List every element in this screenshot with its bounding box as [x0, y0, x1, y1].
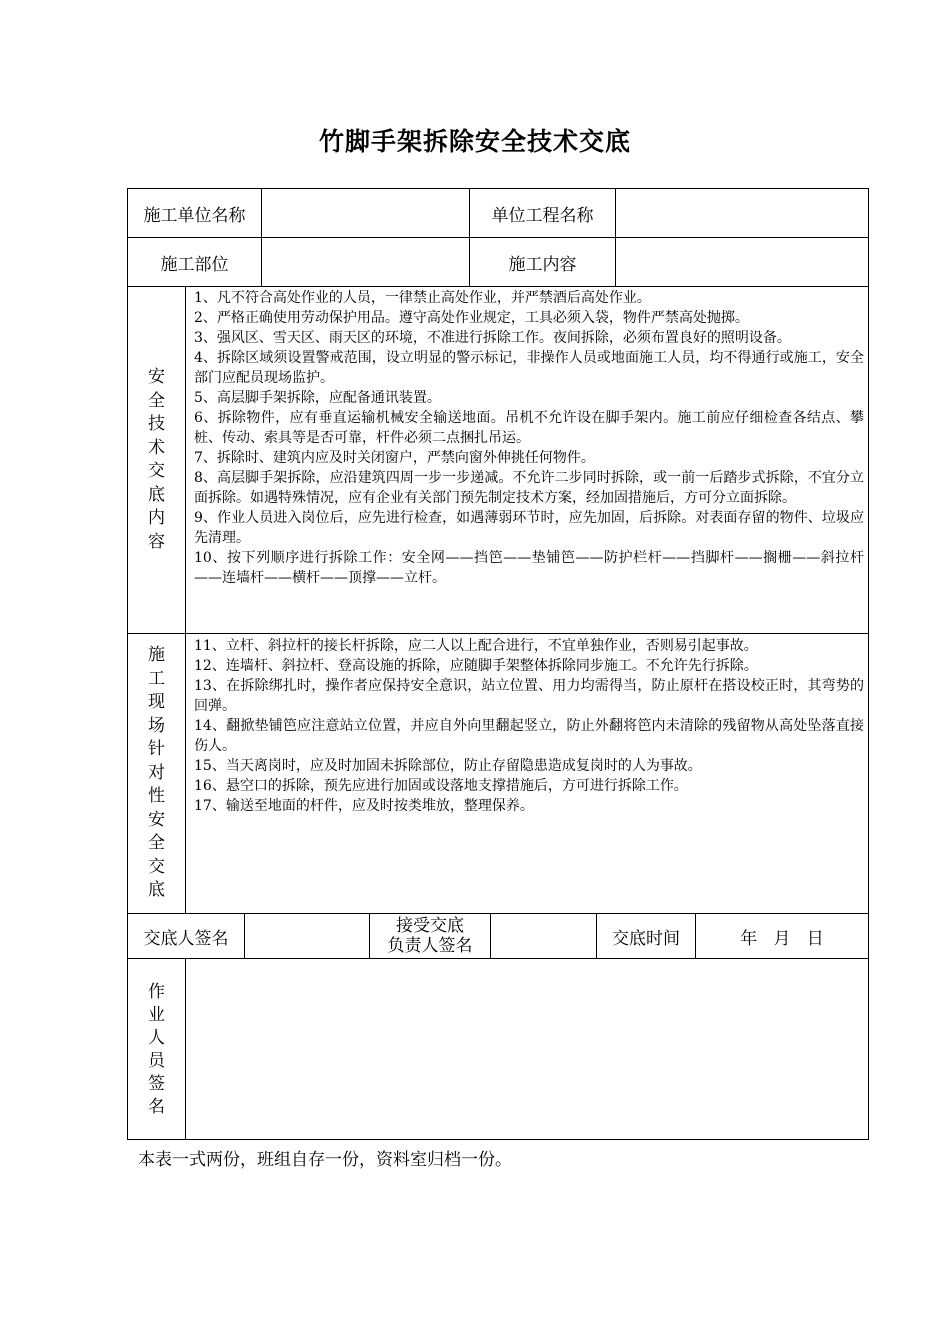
list-item: 8、高层脚手架拆除，应沿建筑四周一步一步递减。不允许二步同时拆除，或一前一后踏步式拆除，不宜分立面拆除。如遇特殊情况，应有企业有关部门预先制定技术方案，经加固措施后，方可分立面拆除。 — [194, 470, 864, 506]
workers-signature-label: 作 业 人 员 签 名 — [148, 981, 165, 1117]
list-item: 13、在拆除绑扎时，操作者应保持安全意识，站立位置、用力均需得当，防止原杆在搭设校正时，其弯势的回弹。 — [194, 678, 864, 714]
list-item: 11、立杆、斜拉杆的接长杆拆除，应二人以上配合进行，不宜单独作业，否则易引起事故。 — [194, 638, 758, 654]
disclosure-time-label: 交底时间 — [612, 928, 680, 949]
list-item: 17、输送至地面的杆件，应及时按类堆放，整理保养。 — [194, 798, 534, 814]
page-title: 竹脚手架拆除安全技术交底 — [318, 127, 631, 156]
list-item: 1、凡不符合高处作业的人员，一律禁止高处作业，并严禁酒后高处作业。 — [194, 290, 651, 306]
footnote: 本表一式两份，班组自存一份，资料室归档一份。 — [138, 1150, 512, 1170]
receiver-signature-field[interactable] — [491, 914, 596, 958]
list-item: 3、强风区、雪天区、雨天区的环境，不准进行拆除工作。夜间拆除，必须布置良好的照明设备。 — [194, 330, 791, 346]
location-label: 施工部位 — [160, 254, 229, 275]
list-item: 4、拆除区域须设置警戒范围，设立明显的警示标记，非操作人员或地面施工人员，均不得通行或施工，安全部门应配员现场监护。 — [194, 350, 864, 386]
discloser-signature-label: 交底人签名 — [143, 928, 229, 949]
site-items-list — [194, 636, 864, 816]
site-section-label: 施 工 现 场 针 对 性 安 全 交 底 — [148, 645, 165, 901]
receiver-signature-label: 接受交底 负责人签名 — [387, 916, 473, 956]
list-item: 15、当天离岗时，应及时加固未拆除部位，防止存留隐患造成复岗时的人为事故。 — [194, 758, 702, 774]
column-divider — [185, 286, 186, 913]
discloser-signature-field[interactable] — [245, 914, 369, 958]
list-item: 2、严格正确使用劳动保护用品。遵守高处作业规定，工具必须入袋，物件严禁高处抛掷。 — [194, 310, 749, 326]
list-item: 6、拆除物件，应有垂直运输机械安全输送地面。吊机不允许设在脚手架内。施工前应仔细检查各结点、攀桩、传动、索具等是否可靠，杆件必须二点捆扎吊运。 — [194, 410, 864, 446]
list-item: 14、翻掀垫铺笆应注意站立位置，并应自外向里翻起竖立，防止外翻将笆内未清除的残留物从高处坠落直接伤人。 — [194, 718, 864, 754]
unit-name-label: 施工单位名称 — [143, 205, 246, 226]
list-item: 10、按下列顺序进行拆除工作：安全网——挡笆——垫铺笆——防护栏杆——挡脚杆——搁栅——斜拉杆——连墙杆——横杆——顶撑——立杆。 — [194, 550, 864, 586]
workers-signature-area[interactable] — [186, 959, 868, 1139]
unit-name-field[interactable] — [262, 189, 469, 237]
row-divider — [127, 286, 869, 287]
list-item: 7、拆除时、建筑内应及时关闭窗户，严禁向窗外伸挑任何物件。 — [194, 450, 595, 466]
safety-items-list — [194, 288, 864, 588]
project-name-label: 单位工程名称 — [491, 205, 594, 226]
row-divider — [127, 633, 869, 634]
list-item: 9、作业人员进入岗位后，应先进行检查，如遇薄弱环节时，应先加固，后拆除。对表面存留的物件、垃圾应先清理。 — [194, 510, 864, 546]
location-field[interactable] — [262, 238, 469, 286]
list-item: 5、高层脚手架拆除，应配备通讯装置。 — [194, 390, 441, 406]
list-item: 12、连墙杆、斜拉杆、登高设施的拆除，应随脚手架整体拆除同步施工。不允许先行拆除。 — [194, 658, 758, 674]
content-field[interactable] — [616, 238, 868, 286]
project-name-field[interactable] — [616, 189, 868, 237]
disclosure-date-field[interactable]: 年 月 日 — [740, 928, 824, 949]
content-label: 施工内容 — [508, 254, 577, 275]
safety-section-label: 安 全 技 术 交 底 内 容 — [148, 367, 165, 552]
list-item: 16、悬空口的拆除，预先应进行加固或设落地支撑措施后，方可进行拆除工作。 — [194, 778, 688, 794]
